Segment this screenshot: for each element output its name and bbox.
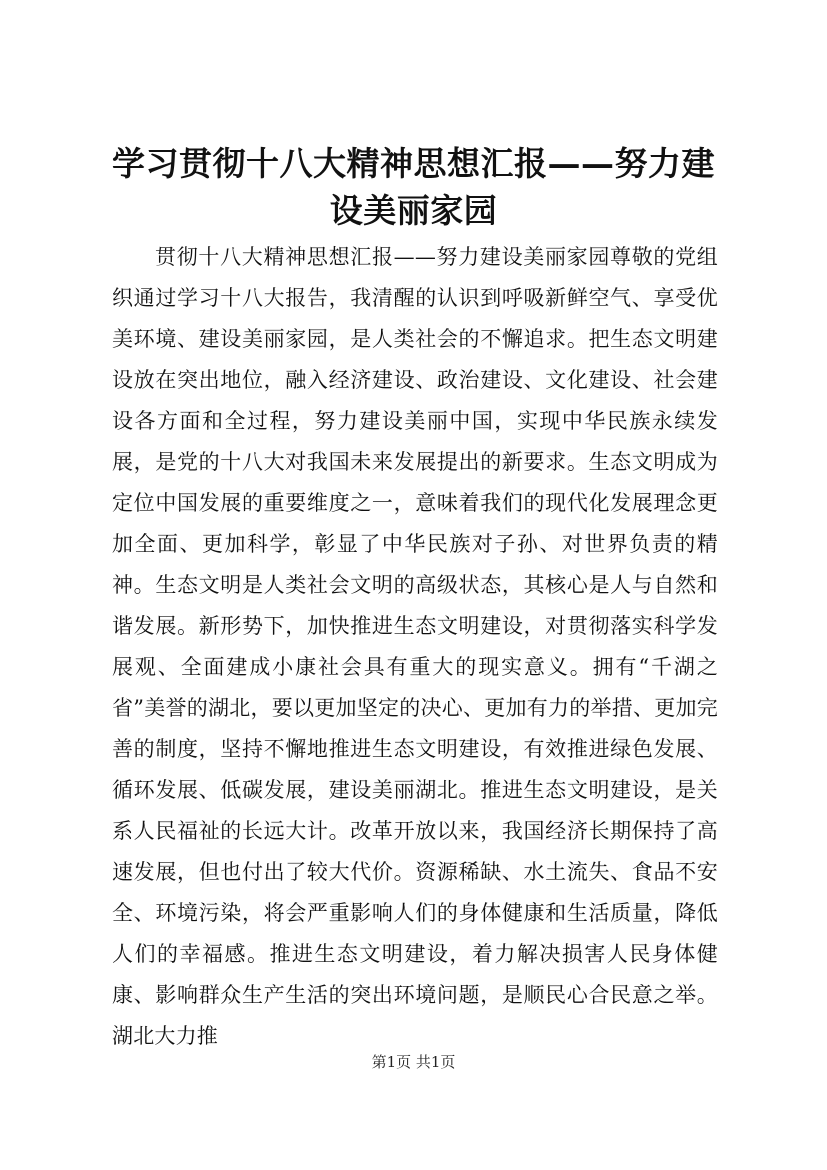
document-body: 贯彻十八大精神思想汇报——努力建设美丽家园尊敬的党组织通过学习十八大报告，我清醒的认识到呼吸新鲜空气、享受优美环境、建设美丽家园，是人类社会的不懈追求。把生态文明建设放在突出地位，融入经济建设、政治建设、文化建设、社会建设各方面和全过程，努力建设美丽中国，实现中华民族永续发展，是党的十八大对我国未来发展提出的新要求。生态文明成为定位中国发展的重要维度之一，意味着我们的现代化发展理念更加全面、更加科学，彰显了中华民族对子孙、对世界负责的精神。生态文明是人类社会文明的高级状态，其核心是人与自然和谐发展。新形势下，加快推进生态文明建设，对贯彻落实科学发展观、全面建成小康社会具有重大的现实意义。拥有“千湖之省”美誉的湖北，要以更加坚定的决心、更加有力的举措、更加完善的制度，坚持不懈地推进生态文明建设，有效推进绿色发展、循环发展、低碳发展，建设美丽湖北。推进生态文明建设，是关系人民福祉的长远大计。改革开放以来，我国经济长期保持了高速发展，但也付出了较大代价。资源稀缺、水土流失、食品不安全、环境污染，将会严重影响人们的身体健康和生活质量，降低人们的幸福感。推进生态文明建设，着力解决损害人民身体健康、影响群众生产生活的突出环境问题，是顺民心合民意之举。湖北大力推 xyxy=(112,245,718,1048)
page-number: 第1页 共1页 xyxy=(371,1053,456,1071)
document-title: 学习贯彻十八大精神思想汇报——努力建设美丽家园 xyxy=(112,144,715,230)
